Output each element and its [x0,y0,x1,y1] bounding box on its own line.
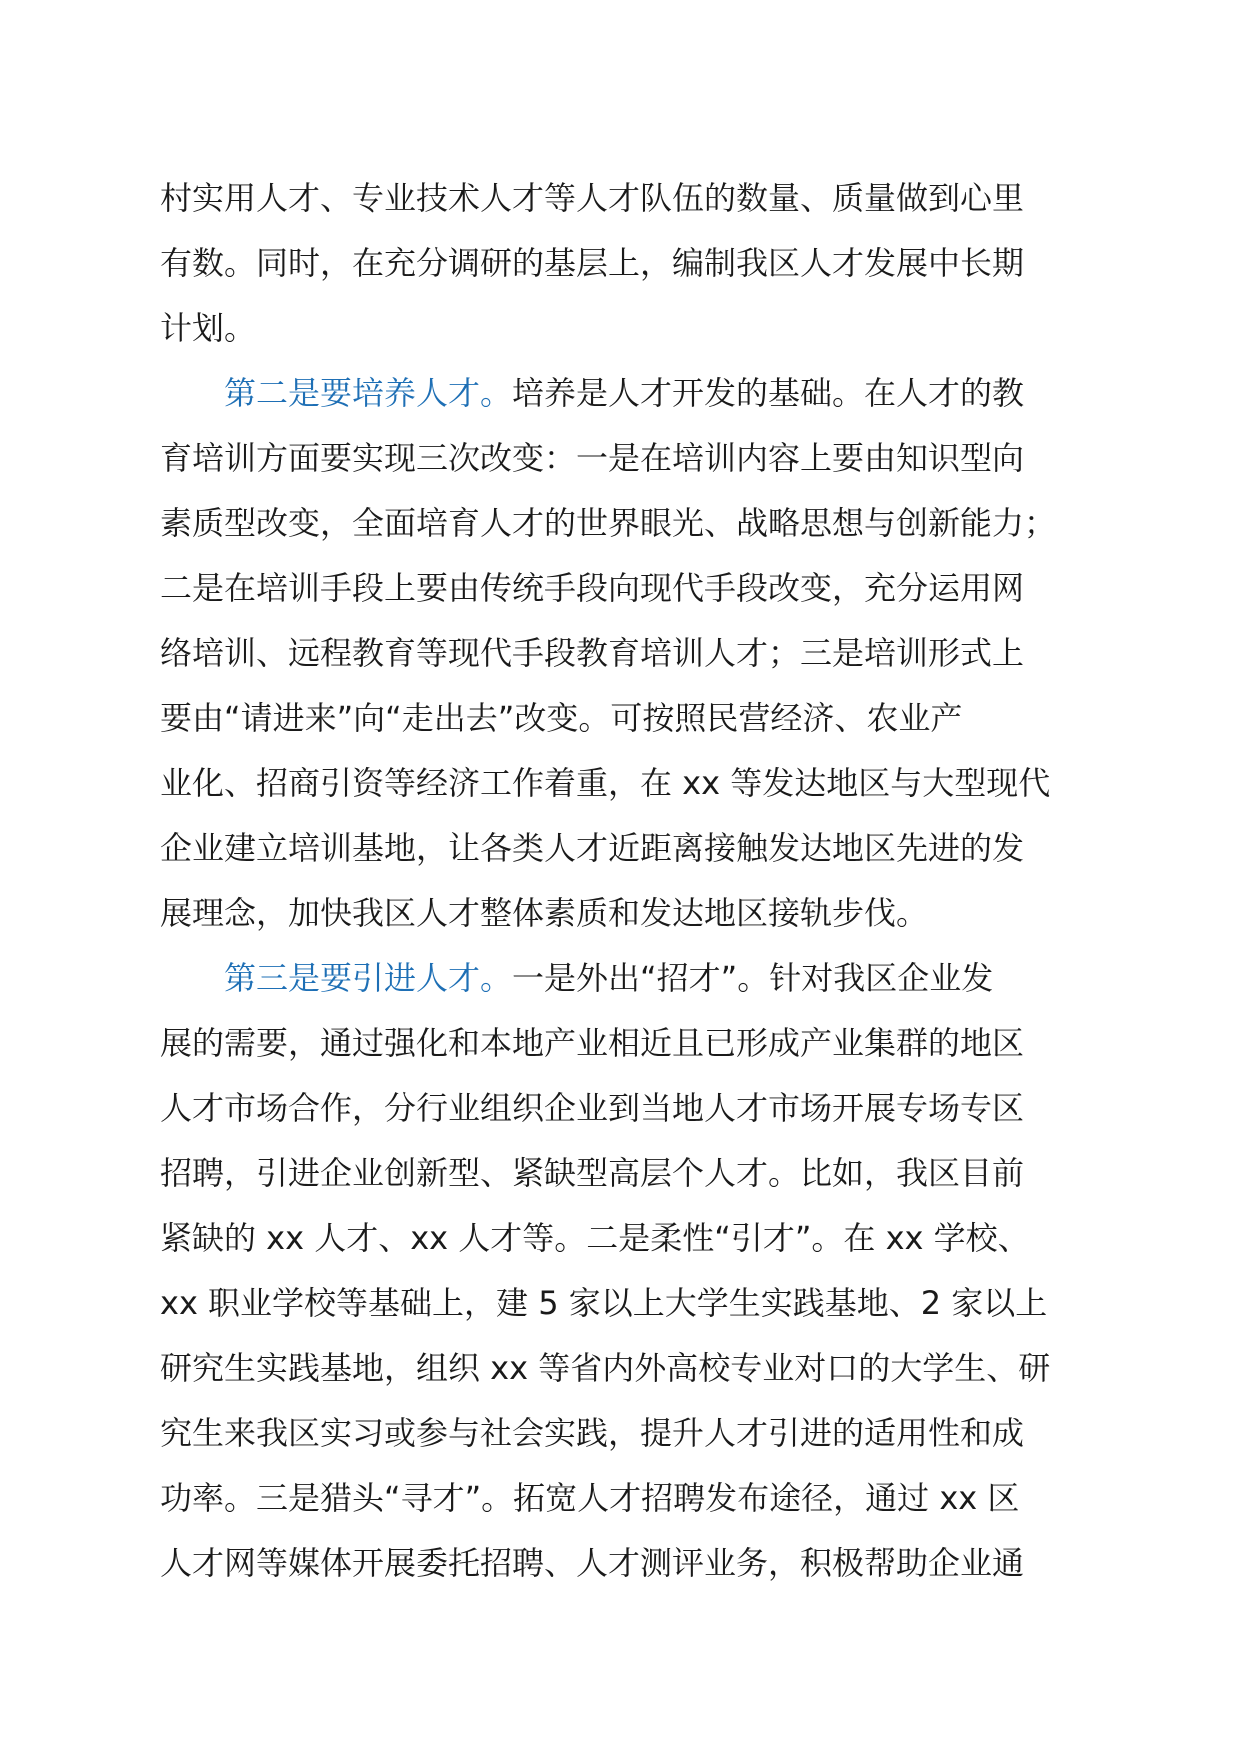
text-line [160,881,1120,946]
paragraph [160,946,1120,1596]
text-line [160,166,1120,231]
text-segment: 功率。三是猎头“寻才”。拓宽人才招聘发布途径，通过 xx 区 [160,1479,1020,1517]
text-segment [160,959,224,997]
section-heading: 第三是要引进人才。 [224,959,513,997]
text-line [160,621,1120,686]
text-line [160,1271,1120,1336]
text-segment: 招聘，引进企业创新型、紧缺型高层个人才。比如，我区目前 [160,1154,1025,1192]
text-line [160,1401,1120,1466]
text-line [160,231,1120,296]
text-segment: 络培训、远程教育等现代手段教育培训人才；三是培训形式上 [160,634,1025,672]
text-line [160,296,1120,361]
text-segment: 二是在培训手段上要由传统手段向现代手段改变，充分运用网 [160,569,1025,607]
text-line [160,946,1120,1011]
text-segment: 培养是人才开发的基础。在人才的教 [512,374,1025,412]
text-segment: 展理念，加快我区人才整体素质和发达地区接轨步伐。 [160,894,929,932]
text-segment: 展的需要，通过强化和本地产业相近且已形成产业集群的地区 [160,1024,1025,1062]
text-line [160,426,1120,491]
paragraph [160,361,1120,946]
text-line [160,1336,1120,1401]
text-segment: 业化、招商引资等经济工作着重，在 xx 等发达地区与大型现代 [160,764,1051,802]
text-line [160,491,1120,556]
text-line [160,686,1120,751]
text-segment: xx 职业学校等基础上，建 5 家以上大学生实践基地、2 家以上 [160,1284,1048,1322]
text-line [160,1141,1120,1206]
text-line [160,361,1120,426]
text-line [160,556,1120,621]
paragraph [160,166,1120,361]
text-segment: 育培训方面要实现三次改变：一是在培训内容上要由知识型向 [160,439,1025,477]
text-line [160,1011,1120,1076]
document-page [160,166,1120,1596]
text-line [160,1531,1120,1596]
text-segment: 研究生实践基地，组织 xx 等省内外高校专业对口的大学生、研 [160,1349,1051,1387]
text-segment: 人才网等媒体开展委托招聘、人才测评业务，积极帮助企业通 [160,1544,1025,1582]
text-line [160,1206,1120,1271]
text-line [160,1466,1120,1531]
text-segment: 究生来我区实习或参与社会实践，提升人才引进的适用性和成 [160,1414,1025,1452]
text-segment: 村实用人才、专业技术人才等人才队伍的数量、质量做到心里 [160,179,1025,217]
text-segment: 素质型改变，全面培育人才的世界眼光、战略思想与创新能力； [160,504,1057,542]
text-segment [160,374,224,412]
text-line [160,751,1120,816]
text-line [160,1076,1120,1141]
text-segment: 有数。同时，在充分调研的基层上，编制我区人才发展中长期 [160,244,1025,282]
text-segment: 一是外出“招才”。针对我区企业发 [512,959,994,997]
text-segment: 要由“请进来”向“走出去”改变。可按照民营经济、农业产 [160,699,963,737]
text-segment: 人才市场合作，分行业组织企业到当地人才市场开展专场专区 [160,1089,1025,1127]
text-segment: 计划。 [160,309,257,347]
text-line [160,816,1120,881]
text-segment: 企业建立培训基地，让各类人才近距离接触发达地区先进的发 [160,829,1025,867]
text-segment: 紧缺的 xx 人才、xx 人才等。二是柔性“引才”。在 xx 学校、 [160,1219,1030,1257]
section-heading: 第二是要培养人才。 [224,374,513,412]
